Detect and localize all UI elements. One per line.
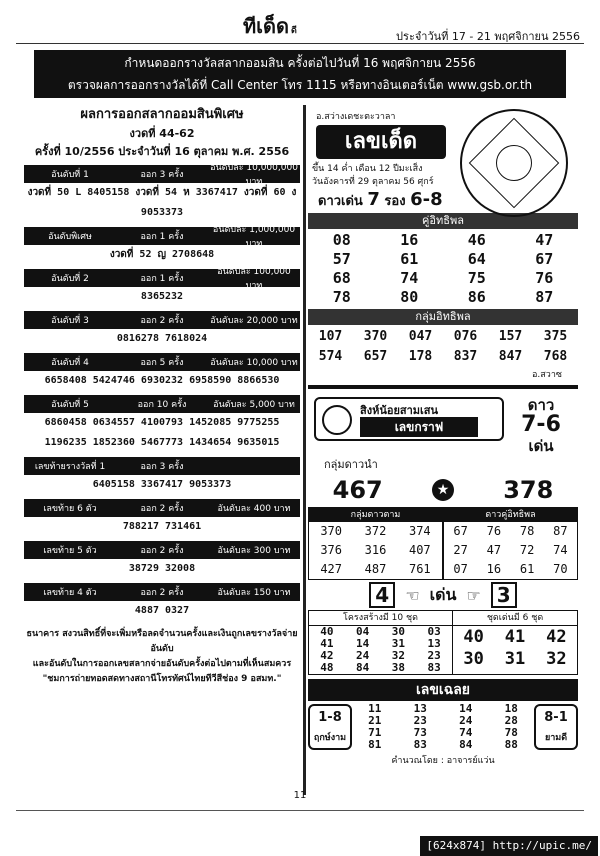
answer-number: 13 <box>413 702 427 715</box>
prize-header <box>24 583 300 601</box>
set-number: 41 <box>320 637 334 650</box>
standout-number: 32 <box>546 649 567 669</box>
col1-grid <box>309 522 442 579</box>
follow-number: 376 <box>320 543 342 557</box>
pair-number: 67 <box>535 250 554 268</box>
star-sub: 6-8 <box>410 189 443 210</box>
pair-number: 46 <box>467 231 486 249</box>
answer-number: 11 <box>368 702 382 715</box>
set-number: 40 <box>320 625 334 638</box>
issue-date: ประจำวันที่ 17 - 21 พฤศจิกายน 2556 <box>396 30 580 43</box>
section-divider <box>308 385 578 389</box>
prize-header-cell: ออก 1 ครั้ง <box>140 232 184 242</box>
pointing-hand-icon: ☜ <box>405 585 420 605</box>
pair-number: 70 <box>553 562 568 576</box>
answer-number: 78 <box>504 726 518 739</box>
prize-header-cell: ออก 2 ครั้ง <box>140 316 184 326</box>
results-date: ครั้งที่ 10/2556 ประจำวันที่ 16 ตุลาคม พ.ศ. 2556 <box>34 145 290 158</box>
prize-header-cell: ออก 3 ครั้ง <box>140 170 184 180</box>
lead-numbers <box>308 473 578 507</box>
set-number: 32 <box>391 649 405 662</box>
set-number: 42 <box>320 649 334 662</box>
answer-number: 28 <box>504 714 518 727</box>
lunar-info: ขึ้น 14 ค่ำ เดือน 12 ปีมะเส็ง <box>312 164 423 174</box>
answer-right-box <box>534 704 578 750</box>
prize-header-cell: อันดับที่ 5 <box>51 400 89 410</box>
pointing-hand-icon: ☞ <box>466 585 481 605</box>
lucky-number-section <box>308 105 578 381</box>
star-icon: ★ <box>432 479 454 501</box>
pair-number: 16 <box>486 562 502 576</box>
pair-number: 86 <box>467 288 486 306</box>
prize-header-cell: อันดับที่ 1 <box>51 170 89 180</box>
prize-header-cell: เลขท้าย 5 ตัว <box>43 546 97 556</box>
author-sign: อ.สวาซ <box>532 370 562 380</box>
results-footer <box>24 627 300 687</box>
answer-right: 8-1 <box>544 710 568 725</box>
lead-right: 378 <box>503 476 554 504</box>
answer-number: 73 <box>413 726 427 739</box>
column-divider <box>303 105 306 795</box>
triple-number: 768 <box>543 349 568 364</box>
prize-header <box>24 395 300 413</box>
col1-head: กลุ่มดาวตาม <box>309 508 442 522</box>
lucky-header <box>308 105 578 163</box>
set-number: 48 <box>320 661 334 674</box>
prize-numbers: 6860458 0634557 4100793 1452085 9775255 <box>44 417 280 428</box>
prize-header-cell: อันดับที่ 3 <box>51 316 89 326</box>
follow-number: 407 <box>408 543 431 557</box>
triple-number: 837 <box>453 349 478 364</box>
astrology-wheel-icon <box>460 109 568 217</box>
triple-number: 107 <box>318 329 343 344</box>
pair-number: 57 <box>332 250 351 268</box>
footer-line: และอันดับในการออกเลขสลากจ่ายอันดับครั้งต่อไปตามที่เห็นสมควร <box>32 659 292 669</box>
brand-name: สิงห์น้อยสามเสน <box>360 404 439 417</box>
standout-row <box>308 580 578 610</box>
set-number: 30 <box>391 625 405 638</box>
set-number: 24 <box>356 649 370 662</box>
prize-header-cell: ออก 2 ครั้ง <box>140 546 184 556</box>
answer-grid <box>352 703 534 751</box>
prize-header-cell: ออก 5 ครั้ง <box>140 358 184 368</box>
prize-header-cell: อันดับละ 150 บาท <box>217 588 291 598</box>
prize-numbers: 6405158 3367417 9053373 <box>92 479 232 490</box>
den-label: เด่น <box>528 437 554 455</box>
prize-header-cell: ออก 2 ครั้ง <box>140 504 184 514</box>
answer-number: 18 <box>504 702 518 715</box>
answer-left-box <box>308 704 352 750</box>
pair-number: 80 <box>400 288 419 306</box>
prize-numbers: 0816278 7618024 <box>116 333 208 344</box>
lead-left: 467 <box>332 476 383 504</box>
pair-number: 08 <box>332 231 351 249</box>
pair-number: 68 <box>332 269 351 287</box>
answer-right-sub: ยามดี <box>544 733 568 743</box>
star-pair-box <box>506 395 576 456</box>
prize-numbers: 38729 32008 <box>128 563 196 574</box>
answer-number: 71 <box>368 726 382 739</box>
standout-number: 42 <box>546 627 567 647</box>
star-main: 7 <box>367 189 380 210</box>
triple-number: 157 <box>498 329 523 344</box>
draw-notice-banner <box>34 50 566 98</box>
page-number: 11 <box>293 790 307 801</box>
answer-title: เลขเฉลย <box>308 679 578 701</box>
brand-logo <box>314 397 504 441</box>
triple-number: 178 <box>408 349 433 364</box>
dao-number: 7-6 <box>521 412 561 437</box>
pair-number: 78 <box>332 288 351 306</box>
prize-numbers: 788217 731461 <box>122 521 202 532</box>
pair-number: 67 <box>453 524 468 538</box>
follow-table <box>308 507 578 580</box>
pair-number: 76 <box>486 524 502 538</box>
pair-number: 75 <box>467 269 486 287</box>
prize-header-cell: เลขท้าย 4 ตัว <box>43 588 97 598</box>
pair-number: 47 <box>486 543 502 557</box>
notice-line-2: ตรวจผลการออกรางวัลได้ที่ Call Center โทร 1115 หรือทางอินเตอร์เน็ต www.gsb.or.th <box>67 78 533 92</box>
prize-header-cell: ออก 3 ครั้ง <box>140 462 184 472</box>
set-number: 84 <box>356 661 370 674</box>
pair-number: 76 <box>535 269 554 287</box>
answer-body <box>308 701 578 753</box>
pairs-grid <box>308 231 578 307</box>
footer-line: "ชมการถ่ายทอดสดทางสถานีโทรทัศน์ไทยทีวีสีช่อง 9 อสมท." <box>42 674 282 684</box>
follow-number: 316 <box>364 543 387 557</box>
set-number: 14 <box>356 637 370 650</box>
prize-numbers: 8365232 <box>140 291 184 302</box>
set-number: 38 <box>391 661 405 674</box>
triple-number: 375 <box>543 329 568 344</box>
answer-left-sub: ฤกษ์งาม <box>313 733 347 743</box>
answer-number: 14 <box>459 702 473 715</box>
footer-line: ธนาคาร สงวนสิทธิ์ที่จะเพิ่มหรือลดจำนวนครั้งและเงินถูกเลขรางวัลจ่ายอันดับ <box>26 629 298 654</box>
pair-number: 61 <box>519 562 535 576</box>
predictions-column <box>308 105 578 795</box>
pair-number: 07 <box>453 562 468 576</box>
answer-number: 21 <box>368 714 382 727</box>
sets-table <box>308 610 578 675</box>
prize-list <box>24 165 300 621</box>
publication-logo: ทีเด็ด ดี <box>243 14 297 38</box>
set-number: 03 <box>427 625 441 638</box>
savings-lottery-results <box>24 105 300 765</box>
answer-number: 74 <box>459 726 473 739</box>
triple-number: 076 <box>453 329 478 344</box>
standout-number: 30 <box>463 649 484 669</box>
image-credit: [624x874] http://upic.me/ <box>420 836 598 856</box>
page-header <box>16 8 584 44</box>
dao-label: ดาว <box>527 396 555 414</box>
graph-header <box>308 393 578 455</box>
set2-head: ชุดเด่นมี 6 ชุด <box>453 611 577 626</box>
lucky-kicker: อ.สว่างเดชะตะวาลา <box>316 112 396 122</box>
pair-number: 64 <box>467 250 486 268</box>
lion-face-icon <box>322 405 352 435</box>
standout-number: 40 <box>463 627 484 647</box>
graph-number-section <box>308 393 578 767</box>
pair-number: 72 <box>519 543 535 557</box>
follow-number: 761 <box>408 562 431 576</box>
follow-number: 372 <box>364 524 387 538</box>
prize-header-cell: ออก 2 ครั้ง <box>140 588 184 598</box>
pair-number: 16 <box>400 231 419 249</box>
prize-header <box>24 353 300 371</box>
answer-number: 83 <box>413 738 427 751</box>
col2-grid <box>444 522 577 579</box>
set-number: 31 <box>391 637 405 650</box>
prize-header-cell: ออก 1 ครั้ง <box>140 274 184 284</box>
byline: คำนวณโดย : อาจารย์แว่น <box>391 756 495 766</box>
pair-number: 61 <box>400 250 419 268</box>
triple-number: 370 <box>363 329 388 344</box>
standout-label: เด่น <box>429 584 457 604</box>
star-label: ดาวเด่น <box>318 194 363 209</box>
prize-header-cell: อันดับที่ 4 <box>51 358 89 368</box>
star-sub-label: รอง <box>384 194 406 209</box>
prize-header <box>24 163 300 187</box>
results-round: งวดที่ 44-62 <box>129 127 195 140</box>
follow-number: 487 <box>364 562 387 576</box>
triple-number: 047 <box>408 329 433 344</box>
prize-header <box>24 457 300 475</box>
triples-grid <box>308 327 578 367</box>
set-number: 13 <box>427 637 441 650</box>
prize-numbers: งวดที่ 50 L 8405158 งวดที่ 54 ห 3367417 งวดที่ 60 ง 9053373 <box>27 187 297 218</box>
pair-number: 27 <box>453 543 468 557</box>
prize-header-cell: อันดับที่ 2 <box>51 274 89 284</box>
prize-numbers: 4887 0327 <box>134 605 190 616</box>
answer-left: 1-8 <box>318 710 342 725</box>
prize-header-cell: อันดับละ 400 บาท <box>217 504 291 514</box>
follow-number: 370 <box>320 524 342 538</box>
group-label: กลุ่มดาวนำ <box>324 458 378 471</box>
prize-header-cell: อันดับละ 100,000 บาท <box>217 267 291 291</box>
prize-numbers: 6658408 5424746 6930232 6958590 8866530 <box>44 375 280 386</box>
triple-number: 574 <box>318 349 343 364</box>
answer-number: 81 <box>368 738 382 751</box>
standout-number: 41 <box>504 627 526 647</box>
col2-head: ดาวคู่อิทธิพล <box>444 508 577 522</box>
newspaper-page <box>16 8 584 836</box>
prize-header-cell: อันดับละ 300 บาท <box>217 546 291 556</box>
set-number: 04 <box>356 625 370 638</box>
prize-header-cell: อันดับละ 10,000 บาท <box>210 358 298 368</box>
prize-header-cell: อันดับละ 10,000,000 บาท <box>210 163 298 187</box>
pairs-bar: คู่อิทธิพล <box>308 213 578 229</box>
prize-header <box>24 225 300 249</box>
prize-header <box>24 499 300 517</box>
prize-header-cell: อันดับละ 5,000 บาท <box>213 400 295 410</box>
pair-number: 47 <box>535 231 554 249</box>
notice-line-1: กำหนดออกรางวัลสลากออมสิน ครั้งต่อไปวันที่ 16 พฤศจิกายน 2556 <box>124 56 476 70</box>
prize-header-cell: อันดับละ 20,000 บาท <box>210 316 298 326</box>
prize-header <box>24 541 300 559</box>
set1-grid <box>309 626 452 674</box>
answer-number: 24 <box>459 714 473 727</box>
prize-header-cell: อันดับพิเศษ <box>48 232 92 242</box>
pair-number: 74 <box>553 543 568 557</box>
triple-number: 657 <box>363 349 388 364</box>
standout-number: 31 <box>504 649 526 669</box>
brand-title: เลขกราฟ <box>360 417 478 437</box>
footer-rule <box>16 810 584 811</box>
prize-numbers: 1196235 1852360 5467773 1434654 9635015 <box>44 437 280 448</box>
results-title: ผลการออกสลากออมสินพิเศษ <box>80 107 244 122</box>
follow-number: 374 <box>408 524 431 538</box>
lucky-title: เลขเด็ด <box>316 125 446 159</box>
prize-numbers: งวดที่ 52 ญ 2708648 <box>109 249 215 260</box>
date-info: วันอังคารที่ 29 ตุลาคม 56 ศุกร์ <box>312 177 434 187</box>
standout-left: 4 <box>369 582 395 608</box>
answer-number: 84 <box>459 738 473 751</box>
prize-header <box>24 311 300 329</box>
standout-right: 3 <box>491 582 517 608</box>
set1-head: โครงสร้างมี 10 ชุด <box>309 611 452 626</box>
set-number: 23 <box>427 649 441 662</box>
prize-header-cell: ออก 10 ครั้ง <box>137 400 187 410</box>
triples-bar: กลุ่มอิทธิพล <box>308 309 578 325</box>
answer-number: 88 <box>504 738 518 751</box>
prize-header-cell: เลขท้าย 6 ตัว <box>43 504 97 514</box>
answer-number: 23 <box>413 714 427 727</box>
pair-number: 78 <box>519 524 535 538</box>
follow-number: 427 <box>320 562 342 576</box>
pair-number: 74 <box>400 269 419 287</box>
triple-number: 847 <box>498 349 523 364</box>
set2-grid <box>453 626 577 670</box>
pair-number: 87 <box>535 288 554 306</box>
prize-header-cell: อันดับละ 1,000,000 บาท <box>212 225 296 249</box>
pair-number: 87 <box>553 524 568 538</box>
prize-header <box>24 267 300 291</box>
set-number: 83 <box>427 661 441 674</box>
prize-header-cell: เลขท้ายรางวัลที่ 1 <box>34 462 106 472</box>
